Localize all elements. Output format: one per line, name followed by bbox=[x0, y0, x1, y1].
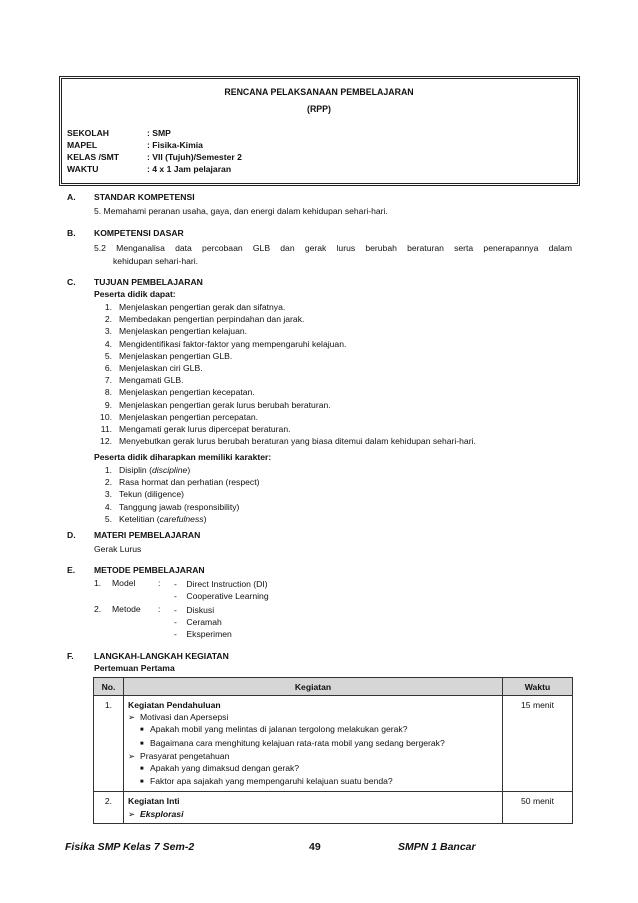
method-metode: 2. Metode : bbox=[94, 604, 161, 614]
row-number: 1. bbox=[94, 696, 124, 792]
section-b-heading: B. KOMPETENSI DASAR bbox=[67, 228, 184, 238]
activity-cell: Kegiatan Pendahuluan ➢ Motivasi dan Apersepsi ■ Apakah mobil yang melintas di jalanan tergolong melakukan gerak? ■ Bagaimana cara menghitung kelajuan rata-rata mobil yang sedang bergerak? ➢ Prasyarat pengetahuan ■ Apakah yang dimaksud dengan gerak? ■ Faktor apa sajakah yang mempengaruhi kelajuan suatu benda? bbox=[124, 696, 503, 792]
table-row bbox=[94, 696, 573, 792]
list-item: 9. Menjelaskan pengertian gerak lurus berubah beraturan. bbox=[104, 399, 331, 410]
arrow-bullet-icon: ➢ bbox=[128, 808, 136, 819]
list-item: 2. Membedakan pengertian perpindahan dan jarak. bbox=[104, 314, 305, 325]
identity-row: KELAS /SMT : VII (Tujuh)/Semester 2 bbox=[67, 152, 242, 162]
row-number: 2. bbox=[94, 792, 124, 823]
header-no: No. bbox=[94, 678, 124, 696]
section-d-heading: D. MATERI PEMBELAJARAN bbox=[67, 530, 201, 540]
list-item: 1. Disiplin (discipline) bbox=[104, 465, 191, 475]
section-a-heading: A. STANDAR KOMPETENSI bbox=[67, 192, 195, 202]
page-number: 49 bbox=[309, 841, 321, 853]
section-a-text: 5. Memahami peranan usaha, gaya, dan energi dalam kehidupan sehari-hari. bbox=[94, 206, 388, 216]
section-c-subheading: Peserta didik dapat: bbox=[94, 289, 176, 299]
section-f-heading: F. LANGKAH-LANGKAH KEGIATAN bbox=[67, 651, 229, 661]
table-header-row bbox=[94, 678, 573, 696]
list-item: - Cooperative Learning bbox=[174, 591, 269, 602]
list-item: 3. Menjelaskan pengertian kelajuan. bbox=[104, 326, 248, 337]
list-item: 5. Menjelaskan pengertian GLB. bbox=[104, 350, 233, 361]
footer-left: Fisika SMP Kelas 7 Sem-2 bbox=[65, 841, 195, 853]
list-item: - Ceramah bbox=[174, 617, 222, 628]
document-title: RENCANA PELAKSANAAN PEMBELAJARAN bbox=[224, 87, 414, 97]
header-waktu: Waktu bbox=[503, 678, 573, 696]
list-item: 2. Rasa hormat dan perhatian (respect) bbox=[104, 477, 260, 488]
header-kegiatan: Kegiatan bbox=[124, 678, 503, 696]
table-row bbox=[94, 792, 573, 823]
square-bullet-icon: ■ bbox=[140, 740, 144, 747]
identity-row: MAPEL : Fisika-Kimia bbox=[67, 140, 203, 150]
activity-title: Kegiatan Pendahuluan bbox=[128, 700, 221, 710]
arrow-bullet-icon: ➢ bbox=[128, 750, 136, 761]
section-f-subheading: Pertemuan Pertama bbox=[94, 663, 175, 673]
arrow-bullet-icon: ➢ bbox=[128, 712, 136, 723]
list-item: 4. Mengidentifikasi faktor-faktor yang mempengaruhi kelajuan. bbox=[104, 338, 347, 349]
list-item: 5. Ketelitian (carefulness) bbox=[104, 513, 207, 524]
list-item: 7. Mengamati GLB. bbox=[104, 375, 184, 386]
section-c-character-heading: Peserta didik diharapkan memiliki karakter: bbox=[94, 452, 272, 462]
identity-row: SEKOLAH : SMP bbox=[67, 128, 171, 138]
method-metode-items bbox=[174, 604, 232, 641]
list-item: 6. Menjelaskan ciri GLB. bbox=[104, 363, 203, 374]
list-item: 11. Mengamati gerak lurus dipercepat beraturan. bbox=[100, 424, 291, 435]
method-model: 1. Model : bbox=[94, 578, 161, 588]
method-model-items bbox=[174, 578, 269, 602]
activity-title: Kegiatan Inti bbox=[128, 796, 180, 807]
list-item: 10. Menjelaskan pengertian percepatan. bbox=[100, 411, 259, 422]
list-item: 8. Menjelaskan pengertian kecepatan. bbox=[104, 387, 255, 398]
section-b-line2: kehidupan sehari-hari. bbox=[113, 256, 199, 266]
square-bullet-icon: ■ bbox=[140, 766, 144, 773]
character-list bbox=[94, 464, 259, 525]
footer-right: SMPN 1 Bancar bbox=[398, 841, 476, 853]
list-item: 12. Menyebutkan gerak lurus berubah beraturan yang biasa ditemui dalam kehidupan sehari-hari. bbox=[100, 436, 476, 447]
list-item: - Direct Instruction (DI) bbox=[174, 579, 268, 589]
list-item: - Eksperimen bbox=[174, 629, 232, 640]
duration-cell: 50 menit bbox=[503, 792, 573, 823]
objective-list bbox=[94, 301, 476, 447]
list-item: 1. Menjelaskan pengertian gerak dan sifatnya. bbox=[104, 302, 286, 312]
list-item: 4. Tanggung jawab (responsibility) bbox=[104, 501, 240, 512]
square-bullet-icon: ■ bbox=[140, 727, 144, 734]
list-item: - Diskusi bbox=[174, 605, 215, 615]
section-b-line1: 5.2 Menganalisa data percobaan GLB dan gerak lurus berubah beraturan serta penerapannya dalam bbox=[94, 243, 572, 253]
list-item: 3. Tekun (diligence) bbox=[104, 489, 184, 500]
duration-cell: 15 menit bbox=[503, 696, 573, 792]
section-e-heading: E. METODE PEMBELAJARAN bbox=[67, 565, 205, 575]
activity-table bbox=[93, 677, 573, 824]
activity-cell: Kegiatan Inti ➢ Eksplorasi bbox=[124, 792, 503, 823]
section-d-text: Gerak Lurus bbox=[94, 544, 142, 554]
identity-row: WAKTU : 4 x 1 Jam pelajaran bbox=[67, 164, 232, 174]
document-subtitle: (RPP) bbox=[307, 104, 331, 114]
section-c-heading: C. TUJUAN PEMBELAJARAN bbox=[67, 277, 203, 287]
square-bullet-icon: ■ bbox=[140, 779, 144, 786]
